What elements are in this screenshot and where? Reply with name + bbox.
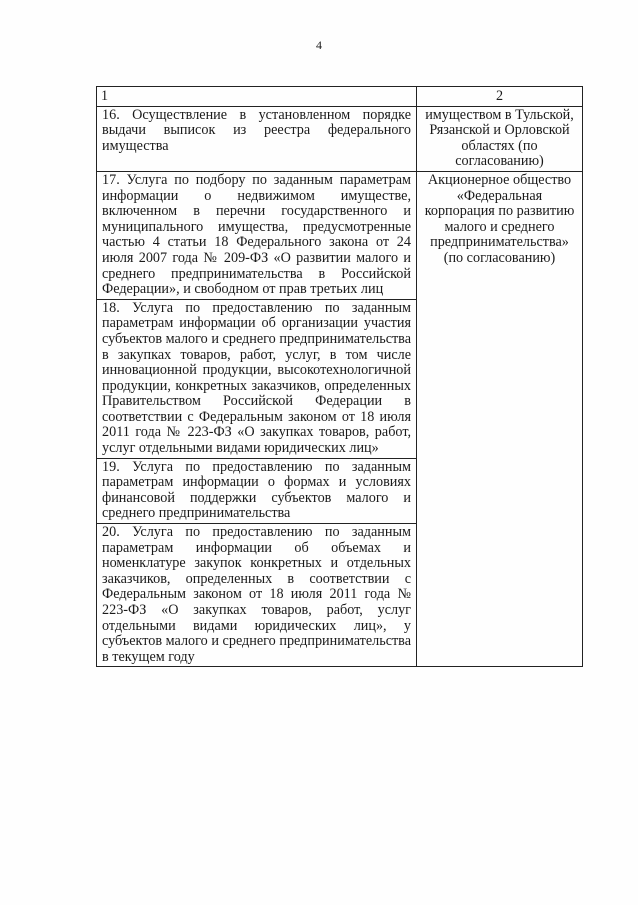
page-number: 4 xyxy=(316,38,322,52)
services-table xyxy=(96,86,583,667)
row-16-executor: имуществом в Тульской, Рязанской и Орловской областях (по согласованию) xyxy=(417,106,583,171)
row-17-service: 17. Услуга по подбору по заданным параметрам информации о недвижимом имуществе, включенном в перечни государственного и муниципального имущества, предусмотренные частью 4 статьи 18 Федерального закона от 24 июля 2007 года № 209-ФЗ «О развитии малого и среднего предпринимательства в Российской Федерации», и свободном от прав третьих лиц xyxy=(97,171,417,299)
column-header-1: 1 xyxy=(97,87,417,107)
row-18-service: 18. Услуга по предоставлению по заданным параметрам информации об организации участия субъектов малого и среднего предпринимательства в закупках товаров, работ, услуг, в том числе инновационной продукции, высокотехнологичной продукции, конкретных заказчиков, определенных Правительством Российской Федерации в соответствии с Федеральным законом от 18 июля 2011 года № 223-ФЗ «О закупках товаров, работ, услуг отдельными видами юридических лиц» xyxy=(97,299,417,458)
table-header-row xyxy=(97,87,583,107)
row-20-service: 20. Услуга по предоставлению по заданным параметрам информации об объемах и номенклатуре закупок конкретных и отдельных заказчиков, определенных в соответствии с Федеральным законом от 18 июля 2011 года № 223-ФЗ «О закупках товаров, работ, услуг отдельными видами юридических лиц», у субъектов малого и среднего предпринимательства в текущем году xyxy=(97,524,417,667)
table-row xyxy=(97,106,583,171)
table-row xyxy=(97,171,583,299)
row-16-service: 16. Осуществление в установленном порядке выдачи выписок из реестра федерального имущества xyxy=(97,106,417,171)
row-17-executor: Акционерное общество «Федеральная корпорация по развитию малого и среднего предпринимательства» (по согласованию) xyxy=(417,171,583,666)
row-19-service: 19. Услуга по предоставлению по заданным параметрам информации о формах и условиях финансовой поддержки субъектов малого и среднего предпринимательства xyxy=(97,458,417,523)
column-header-2: 2 xyxy=(417,87,583,107)
